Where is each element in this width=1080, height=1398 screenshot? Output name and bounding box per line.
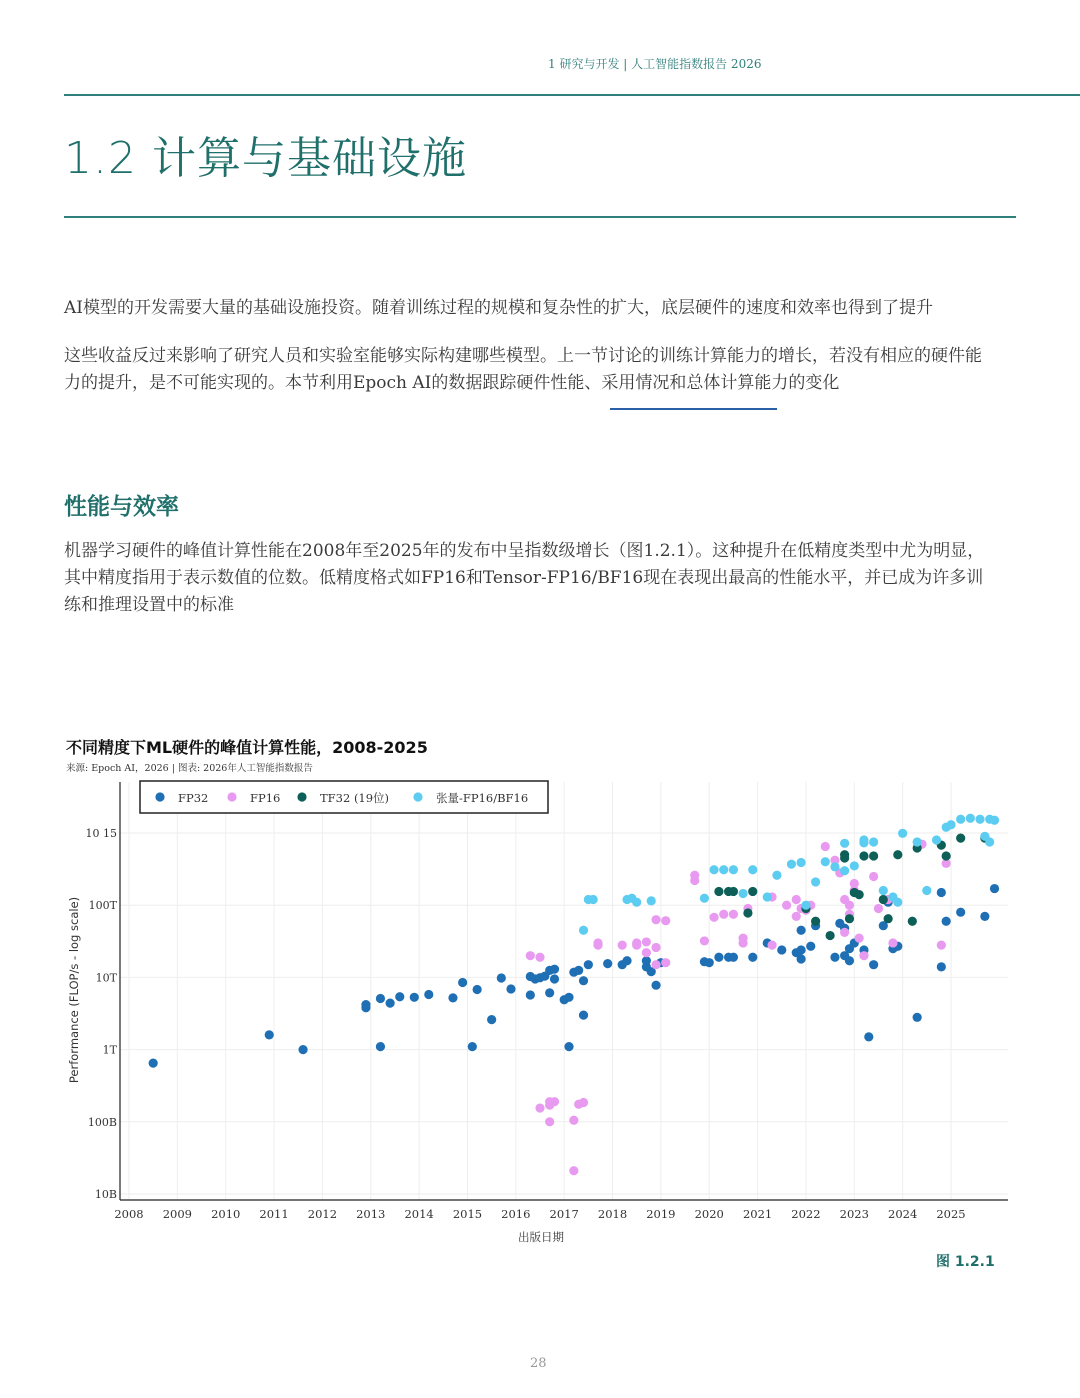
x-tick-label: 2012	[307, 1207, 338, 1221]
figure-label: 图 1.2.1	[936, 1254, 995, 1270]
legend-label: 张量-FP16/BF16	[436, 791, 529, 805]
data-point	[990, 816, 999, 825]
data-point	[748, 865, 757, 874]
y-tick-label: 1T	[102, 1043, 117, 1057]
data-point	[545, 988, 554, 997]
data-point	[526, 990, 535, 999]
legend-marker	[227, 792, 236, 801]
data-point	[642, 948, 651, 957]
data-point	[855, 934, 864, 943]
data-point	[550, 974, 559, 983]
data-point	[850, 879, 859, 888]
data-point	[579, 1098, 588, 1107]
data-point	[579, 1011, 588, 1020]
data-point	[410, 993, 419, 1002]
data-point	[830, 862, 839, 871]
x-tick-label: 2014	[404, 1207, 434, 1221]
body-paragraph-1: AI模型的开发需要大量的基础设施投资。随着训练过程的规模和复杂性的扩大，底层硬件的速度和效率也得到了提升	[64, 298, 933, 318]
data-point	[840, 853, 849, 862]
data-point	[729, 910, 738, 919]
data-point	[879, 895, 888, 904]
data-point	[719, 865, 728, 874]
data-point	[700, 936, 709, 945]
data-point	[651, 943, 660, 952]
data-point	[913, 1013, 922, 1022]
x-tick-label: 2013	[356, 1207, 386, 1221]
data-point	[869, 960, 878, 969]
data-point	[298, 1045, 307, 1054]
x-tick-label: 2022	[791, 1207, 821, 1221]
x-axis-title: 出版日期	[518, 1230, 564, 1244]
data-point	[850, 861, 859, 870]
data-point	[980, 912, 989, 921]
data-point	[458, 978, 467, 987]
data-point	[564, 1042, 573, 1051]
data-point	[956, 833, 965, 842]
data-point	[840, 928, 849, 937]
data-point	[840, 866, 849, 875]
body-paragraph-3: 机器学习硬件的峰值计算性能在2008年至2025年的发布中呈指数级增长（图1.2.1）。这种提升在低精度类型中尤为明显，其中精度指用于表示数值的位数。低精度格式如FP16和Tensor-FP16/BF16现在表现出最高的性能水平，并已成为许多训练和推理设置中的标准	[64, 541, 985, 615]
y-axis-title: Performance (FLOP/s - log scale)	[67, 896, 81, 1084]
data-point	[593, 938, 602, 947]
data-point	[748, 887, 757, 896]
data-point	[855, 890, 864, 899]
data-point	[376, 1042, 385, 1051]
data-point	[864, 1032, 873, 1041]
y-tick-label: 100B	[87, 1115, 117, 1129]
data-point	[535, 953, 544, 962]
epoch-ai-link-underline[interactable]	[610, 408, 777, 410]
data-point	[574, 966, 583, 975]
data-point	[990, 884, 999, 893]
legend-marker	[413, 792, 422, 801]
data-point	[729, 953, 738, 962]
data-point	[845, 914, 854, 923]
x-tick-label: 2023	[839, 1207, 869, 1221]
subsection-heading: 性能与效率	[64, 494, 179, 520]
x-tick-label: 2015	[452, 1207, 483, 1221]
data-point	[821, 842, 830, 851]
data-point	[690, 871, 699, 880]
x-tick-label: 2008	[114, 1207, 144, 1221]
data-point	[956, 908, 965, 917]
data-point	[932, 835, 941, 844]
data-point	[845, 956, 854, 965]
data-point	[700, 894, 709, 903]
data-point	[893, 898, 902, 907]
header-rule	[64, 94, 1080, 96]
x-tick-label: 2021	[742, 1207, 773, 1221]
y-tick-label: 10B	[94, 1188, 117, 1201]
data-point	[777, 945, 786, 954]
data-point	[705, 958, 714, 967]
data-point	[468, 1042, 477, 1051]
legend-label: TF32 (19位)	[320, 791, 390, 805]
y-tick-label: 100T	[88, 899, 117, 913]
legend	[140, 781, 548, 813]
x-tick-label: 2011	[259, 1207, 289, 1221]
data-point	[526, 951, 535, 960]
data-point	[806, 942, 815, 951]
chart-title: 不同精度下ML硬件的峰值计算性能，2008-2025	[66, 738, 428, 757]
data-point	[763, 892, 772, 901]
section-title: 1.2 计算与基础设施	[64, 133, 467, 184]
data-point	[898, 829, 907, 838]
chart-source: 来源: Epoch AI，2026 | 图表: 2026年人工智能指数报告	[66, 763, 313, 774]
data-point	[811, 877, 820, 886]
x-tick-label: 2017	[549, 1207, 579, 1221]
data-point	[821, 857, 830, 866]
data-point	[869, 851, 878, 860]
data-point	[622, 956, 631, 965]
x-tick-label: 2009	[162, 1207, 192, 1221]
data-point	[661, 916, 670, 925]
x-tick-label: 2020	[694, 1207, 724, 1221]
data-point	[579, 926, 588, 935]
data-point	[874, 904, 883, 913]
data-point	[869, 872, 878, 881]
data-point	[651, 915, 660, 924]
data-point	[473, 985, 482, 994]
data-point	[448, 993, 457, 1002]
data-point	[729, 865, 738, 874]
data-point	[811, 917, 820, 926]
data-point	[845, 901, 854, 910]
data-point	[714, 953, 723, 962]
body-paragraph-2: 这些收益反过来影响了研究人员和实验室能够实际构建哪些模型。上一节讨论的训练计算能力的增长，若没有相应的硬件能力的提升，是不可能实现的。本节利用Epoch AI的数据跟踪硬件性能、采用情况和总体计算能力的变化	[64, 346, 982, 393]
data-point	[550, 965, 559, 974]
data-point	[632, 898, 641, 907]
data-point	[743, 908, 752, 917]
data-point	[564, 993, 573, 1002]
data-point	[869, 837, 878, 846]
data-point	[584, 960, 593, 969]
x-tick-label: 2016	[501, 1207, 531, 1221]
data-point	[908, 917, 917, 926]
data-point	[651, 960, 660, 969]
data-point	[714, 887, 723, 896]
data-point	[782, 901, 791, 910]
data-point	[545, 1117, 554, 1126]
data-point	[797, 954, 806, 963]
data-point	[506, 984, 515, 993]
data-point	[579, 976, 588, 985]
running-header: 1 研究与开发 | 人工智能指数报告 2026	[548, 57, 762, 71]
data-point	[618, 941, 627, 950]
data-point	[792, 912, 801, 921]
data-point	[792, 895, 801, 904]
data-point	[642, 956, 651, 965]
data-point	[487, 1015, 496, 1024]
data-point	[830, 953, 839, 962]
data-point	[942, 917, 951, 926]
data-point	[859, 835, 868, 844]
data-point	[535, 1103, 544, 1112]
data-point	[942, 851, 951, 860]
data-point	[632, 941, 641, 950]
data-point	[719, 910, 728, 919]
data-point	[709, 865, 718, 874]
data-point	[651, 981, 660, 990]
data-point	[729, 887, 738, 896]
legend-label: FP32	[178, 791, 209, 805]
data-point	[569, 1166, 578, 1175]
data-point	[937, 962, 946, 971]
data-points	[149, 814, 1000, 1176]
y-tick-label: 10T	[95, 971, 117, 985]
data-point	[859, 951, 868, 960]
data-point	[797, 945, 806, 954]
title-rule	[64, 216, 1016, 218]
data-point	[801, 901, 810, 910]
scatter-chart	[0, 770, 1080, 1250]
x-tick-label: 2019	[646, 1207, 676, 1221]
data-point	[787, 860, 796, 869]
data-point	[603, 959, 612, 968]
data-point	[361, 1000, 370, 1009]
data-point	[497, 973, 506, 982]
data-point	[424, 990, 433, 999]
data-point	[956, 815, 965, 824]
data-point	[884, 914, 893, 923]
data-point	[748, 953, 757, 962]
data-point	[642, 937, 651, 946]
data-point	[946, 820, 955, 829]
data-point	[840, 839, 849, 848]
data-point	[569, 1116, 578, 1125]
data-point	[386, 999, 395, 1008]
data-point	[265, 1030, 274, 1039]
data-point	[893, 850, 902, 859]
data-point	[826, 931, 835, 940]
data-point	[879, 886, 888, 895]
data-point	[797, 858, 806, 867]
data-point	[738, 889, 747, 898]
data-point	[149, 1059, 158, 1068]
data-point	[767, 941, 776, 950]
data-point	[937, 888, 946, 897]
data-point	[797, 926, 806, 935]
page-number: 28	[530, 1356, 547, 1371]
data-point	[937, 941, 946, 950]
axes	[67, 782, 1008, 1244]
data-point	[647, 896, 656, 905]
data-point	[550, 1097, 559, 1106]
legend-marker	[155, 792, 164, 801]
data-point	[772, 871, 781, 880]
data-point	[966, 814, 975, 823]
legend-marker	[297, 792, 306, 801]
data-point	[975, 815, 984, 824]
x-tick-label: 2010	[211, 1207, 241, 1221]
data-point	[738, 938, 747, 947]
data-point	[859, 851, 868, 860]
data-point	[709, 913, 718, 922]
data-point	[589, 895, 598, 904]
data-point	[376, 994, 385, 1003]
y-tick-label: 10 15	[85, 827, 117, 840]
data-point	[888, 938, 897, 947]
data-point	[395, 992, 404, 1001]
data-point	[985, 837, 994, 846]
data-point	[913, 837, 922, 846]
x-tick-label: 2025	[936, 1207, 966, 1221]
x-tick-label: 2024	[888, 1207, 918, 1221]
data-point	[661, 958, 670, 967]
data-point	[922, 886, 931, 895]
legend-label: FP16	[250, 791, 281, 805]
x-tick-label: 2018	[597, 1207, 628, 1221]
